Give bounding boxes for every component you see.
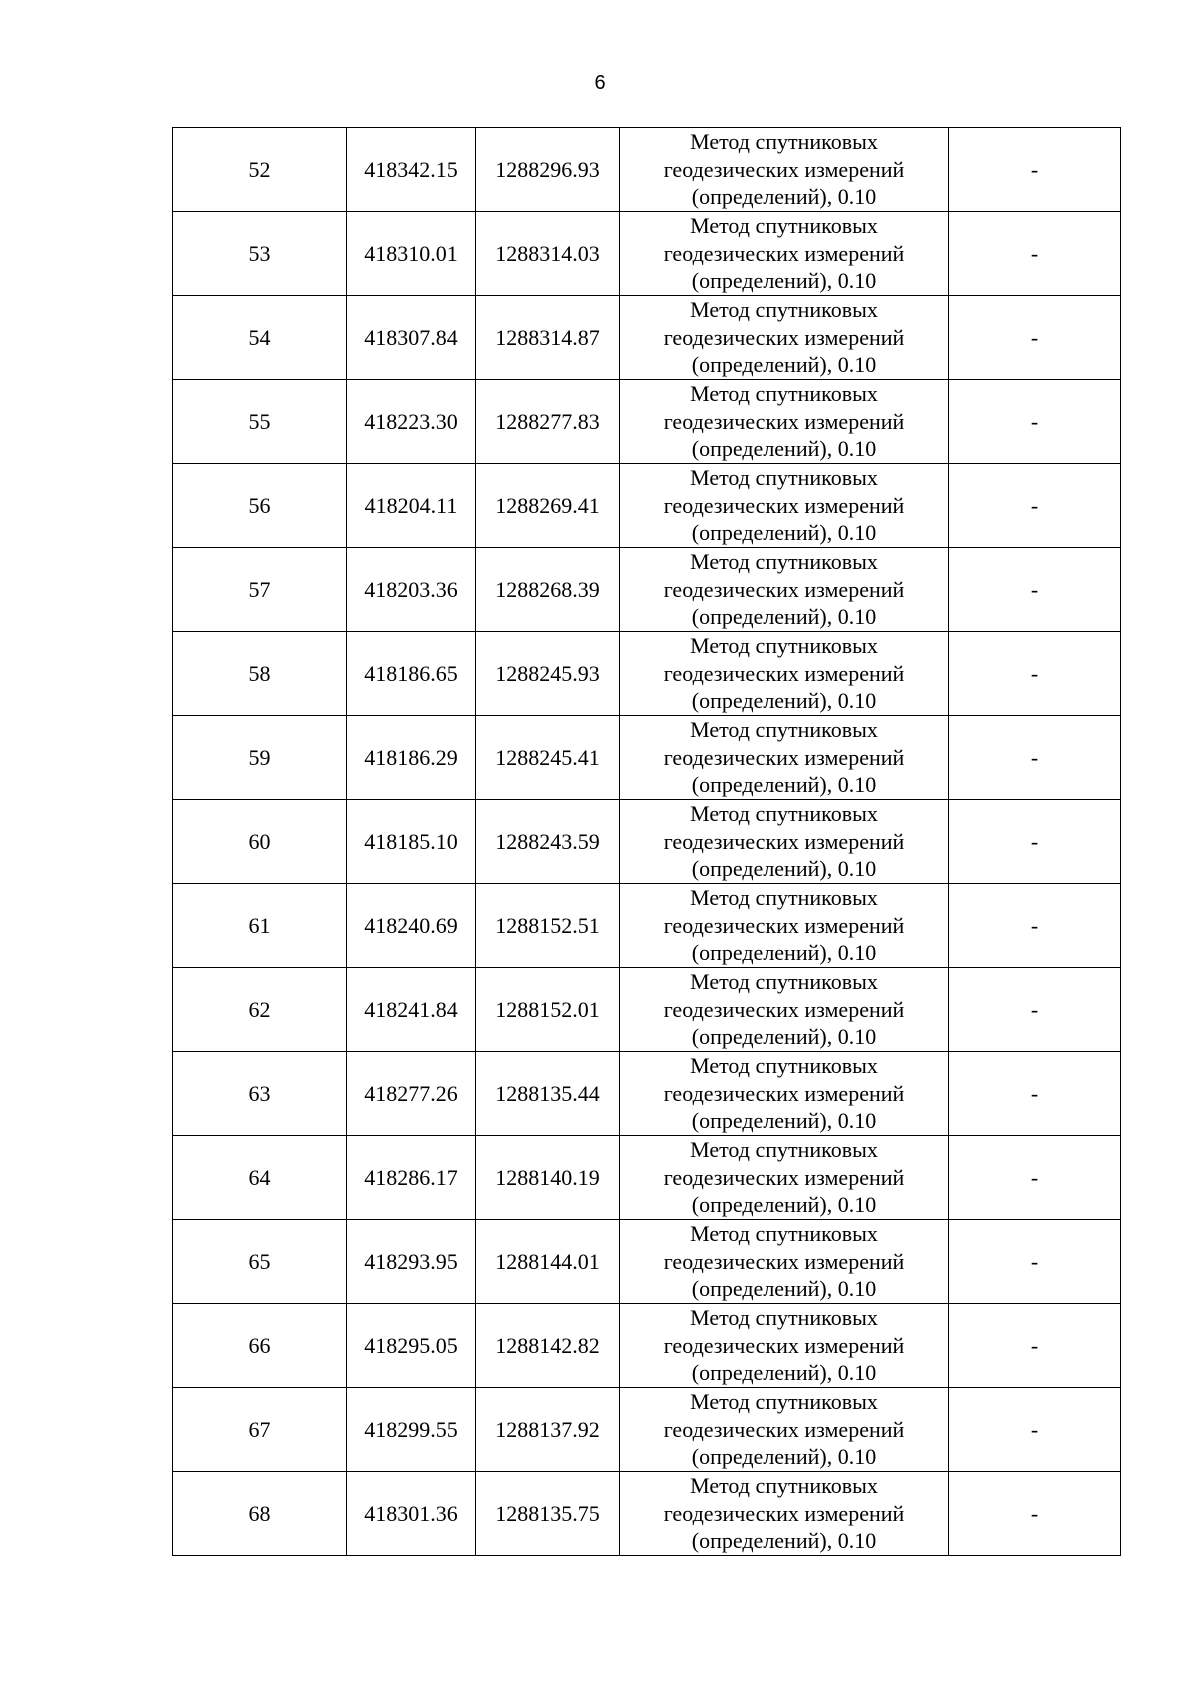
method-text-line: Метод спутниковых: [690, 129, 878, 155]
point-number-cell: 55: [173, 380, 347, 464]
method-text-line: геодезических измерений: [663, 828, 905, 854]
table-row: [173, 716, 1121, 800]
method-text-line: (определений), 0.10: [691, 856, 877, 882]
method-text-line: (определений), 0.10: [691, 436, 877, 462]
method-text-line: (определений), 0.10: [691, 184, 877, 210]
method-text-line: геодезических измерений: [663, 1500, 905, 1526]
method-text-line: геодезических измерений: [663, 1080, 905, 1106]
method-cell: [620, 296, 949, 380]
note-cell: -: [949, 464, 1121, 548]
method-text-line: Метод спутниковых: [690, 1389, 878, 1415]
table-row: [173, 1220, 1121, 1304]
y-coordinate-cell: 1288243.59: [476, 800, 620, 884]
method-text-line: Метод спутниковых: [690, 633, 878, 659]
method-text-line: Метод спутниковых: [690, 381, 878, 407]
note-cell: -: [949, 884, 1121, 968]
note-cell: -: [949, 380, 1121, 464]
method-text-line: геодезических измерений: [663, 1416, 905, 1442]
point-number-cell: 67: [173, 1388, 347, 1472]
method-text-line: Метод спутниковых: [690, 465, 878, 491]
x-coordinate-cell: 418277.26: [347, 1052, 476, 1136]
x-coordinate-cell: 418186.65: [347, 632, 476, 716]
method-cell: [620, 968, 949, 1052]
method-cell: [620, 212, 949, 296]
y-coordinate-cell: 1288135.44: [476, 1052, 620, 1136]
page-number: 6: [594, 72, 606, 94]
y-coordinate-cell: 1288245.41: [476, 716, 620, 800]
table-row: [173, 1136, 1121, 1220]
note-cell: -: [949, 1304, 1121, 1388]
method-text-line: геодезических измерений: [663, 912, 905, 938]
method-text-line: геодезических измерений: [663, 1248, 905, 1274]
x-coordinate-cell: 418223.30: [347, 380, 476, 464]
method-cell: [620, 548, 949, 632]
x-coordinate-cell: 418310.01: [347, 212, 476, 296]
method-cell: [620, 632, 949, 716]
table-row: [173, 1388, 1121, 1472]
method-text-line: (определений), 0.10: [691, 940, 877, 966]
method-text-line: Метод спутниковых: [690, 213, 878, 239]
method-text-line: геодезических измерений: [663, 408, 905, 434]
note-cell: -: [949, 128, 1121, 212]
y-coordinate-cell: 1288296.93: [476, 128, 620, 212]
x-coordinate-cell: 418241.84: [347, 968, 476, 1052]
note-cell: -: [949, 1220, 1121, 1304]
method-text-line: (определений), 0.10: [691, 1528, 877, 1554]
table-row: [173, 128, 1121, 212]
method-text-line: (определений), 0.10: [691, 604, 877, 630]
method-cell: [620, 1136, 949, 1220]
method-text-line: Метод спутниковых: [690, 1137, 878, 1163]
table-row: [173, 548, 1121, 632]
method-cell: [620, 1052, 949, 1136]
method-text-line: геодезических измерений: [663, 156, 905, 182]
method-text-line: (определений), 0.10: [691, 1444, 877, 1470]
x-coordinate-cell: 418185.10: [347, 800, 476, 884]
table-row: [173, 1052, 1121, 1136]
x-coordinate-cell: 418301.36: [347, 1472, 476, 1556]
method-text-line: Метод спутниковых: [690, 549, 878, 575]
method-text-line: геодезических измерений: [663, 324, 905, 350]
method-cell: [620, 128, 949, 212]
y-coordinate-cell: 1288314.03: [476, 212, 620, 296]
note-cell: -: [949, 716, 1121, 800]
point-number-cell: 66: [173, 1304, 347, 1388]
method-text-line: (определений), 0.10: [691, 1360, 877, 1386]
method-text-line: (определений), 0.10: [691, 1192, 877, 1218]
x-coordinate-cell: 418307.84: [347, 296, 476, 380]
table-row: [173, 296, 1121, 380]
coordinates-table: [172, 127, 1121, 1556]
y-coordinate-cell: 1288277.83: [476, 380, 620, 464]
point-number-cell: 56: [173, 464, 347, 548]
point-number-cell: 64: [173, 1136, 347, 1220]
point-number-cell: 60: [173, 800, 347, 884]
point-number-cell: 63: [173, 1052, 347, 1136]
note-cell: -: [949, 1388, 1121, 1472]
y-coordinate-cell: 1288142.82: [476, 1304, 620, 1388]
method-text-line: (определений), 0.10: [691, 520, 877, 546]
y-coordinate-cell: 1288144.01: [476, 1220, 620, 1304]
method-text-line: Метод спутниковых: [690, 801, 878, 827]
method-text-line: (определений), 0.10: [691, 352, 877, 378]
method-text-line: Метод спутниковых: [690, 1053, 878, 1079]
note-cell: -: [949, 968, 1121, 1052]
y-coordinate-cell: 1288245.93: [476, 632, 620, 716]
method-text-line: геодезических измерений: [663, 1164, 905, 1190]
y-coordinate-cell: 1288137.92: [476, 1388, 620, 1472]
method-text-line: (определений), 0.10: [691, 772, 877, 798]
table-row: [173, 464, 1121, 548]
y-coordinate-cell: 1288269.41: [476, 464, 620, 548]
x-coordinate-cell: 418240.69: [347, 884, 476, 968]
table-row: [173, 968, 1121, 1052]
point-number-cell: 52: [173, 128, 347, 212]
x-coordinate-cell: 418342.15: [347, 128, 476, 212]
x-coordinate-cell: 418204.11: [347, 464, 476, 548]
note-cell: -: [949, 1472, 1121, 1556]
note-cell: -: [949, 632, 1121, 716]
method-text-line: геодезических измерений: [663, 744, 905, 770]
method-text-line: геодезических измерений: [663, 660, 905, 686]
table-row: [173, 380, 1121, 464]
method-text-line: геодезических измерений: [663, 576, 905, 602]
method-text-line: геодезических измерений: [663, 996, 905, 1022]
method-text-line: (определений), 0.10: [691, 688, 877, 714]
method-cell: [620, 1304, 949, 1388]
x-coordinate-cell: 418295.05: [347, 1304, 476, 1388]
table-row: [173, 1304, 1121, 1388]
method-cell: [620, 1388, 949, 1472]
y-coordinate-cell: 1288152.51: [476, 884, 620, 968]
point-number-cell: 65: [173, 1220, 347, 1304]
note-cell: -: [949, 800, 1121, 884]
method-cell: [620, 884, 949, 968]
y-coordinate-cell: 1288152.01: [476, 968, 620, 1052]
table-row: [173, 884, 1121, 968]
point-number-cell: 62: [173, 968, 347, 1052]
point-number-cell: 54: [173, 296, 347, 380]
method-cell: [620, 1220, 949, 1304]
note-cell: -: [949, 1052, 1121, 1136]
method-text-line: геодезических измерений: [663, 1332, 905, 1358]
y-coordinate-cell: 1288135.75: [476, 1472, 620, 1556]
point-number-cell: 53: [173, 212, 347, 296]
point-number-cell: 57: [173, 548, 347, 632]
method-cell: [620, 1472, 949, 1556]
y-coordinate-cell: 1288268.39: [476, 548, 620, 632]
table-row: [173, 212, 1121, 296]
method-text-line: Метод спутниковых: [690, 969, 878, 995]
note-cell: -: [949, 296, 1121, 380]
method-text-line: (определений), 0.10: [691, 1024, 877, 1050]
x-coordinate-cell: 418286.17: [347, 1136, 476, 1220]
method-text-line: (определений), 0.10: [691, 1108, 877, 1134]
method-cell: [620, 464, 949, 548]
method-text-line: Метод спутниковых: [690, 1305, 878, 1331]
point-number-cell: 58: [173, 632, 347, 716]
x-coordinate-cell: 418203.36: [347, 548, 476, 632]
method-cell: [620, 716, 949, 800]
method-text-line: Метод спутниковых: [690, 1221, 878, 1247]
x-coordinate-cell: 418293.95: [347, 1220, 476, 1304]
point-number-cell: 61: [173, 884, 347, 968]
method-cell: [620, 800, 949, 884]
method-text-line: Метод спутниковых: [690, 1473, 878, 1499]
method-text-line: (определений), 0.10: [691, 268, 877, 294]
method-cell: [620, 380, 949, 464]
method-text-line: геодезических измерений: [663, 492, 905, 518]
x-coordinate-cell: 418186.29: [347, 716, 476, 800]
coordinates-table-body: [173, 128, 1121, 1556]
point-number-cell: 68: [173, 1472, 347, 1556]
table-row: [173, 800, 1121, 884]
y-coordinate-cell: 1288314.87: [476, 296, 620, 380]
note-cell: -: [949, 548, 1121, 632]
table-row: [173, 1472, 1121, 1556]
y-coordinate-cell: 1288140.19: [476, 1136, 620, 1220]
point-number-cell: 59: [173, 716, 347, 800]
method-text-line: Метод спутниковых: [690, 297, 878, 323]
method-text-line: Метод спутниковых: [690, 885, 878, 911]
method-text-line: геодезических измерений: [663, 240, 905, 266]
note-cell: -: [949, 1136, 1121, 1220]
method-text-line: (определений), 0.10: [691, 1276, 877, 1302]
note-cell: -: [949, 212, 1121, 296]
x-coordinate-cell: 418299.55: [347, 1388, 476, 1472]
method-text-line: Метод спутниковых: [690, 717, 878, 743]
table-row: [173, 632, 1121, 716]
